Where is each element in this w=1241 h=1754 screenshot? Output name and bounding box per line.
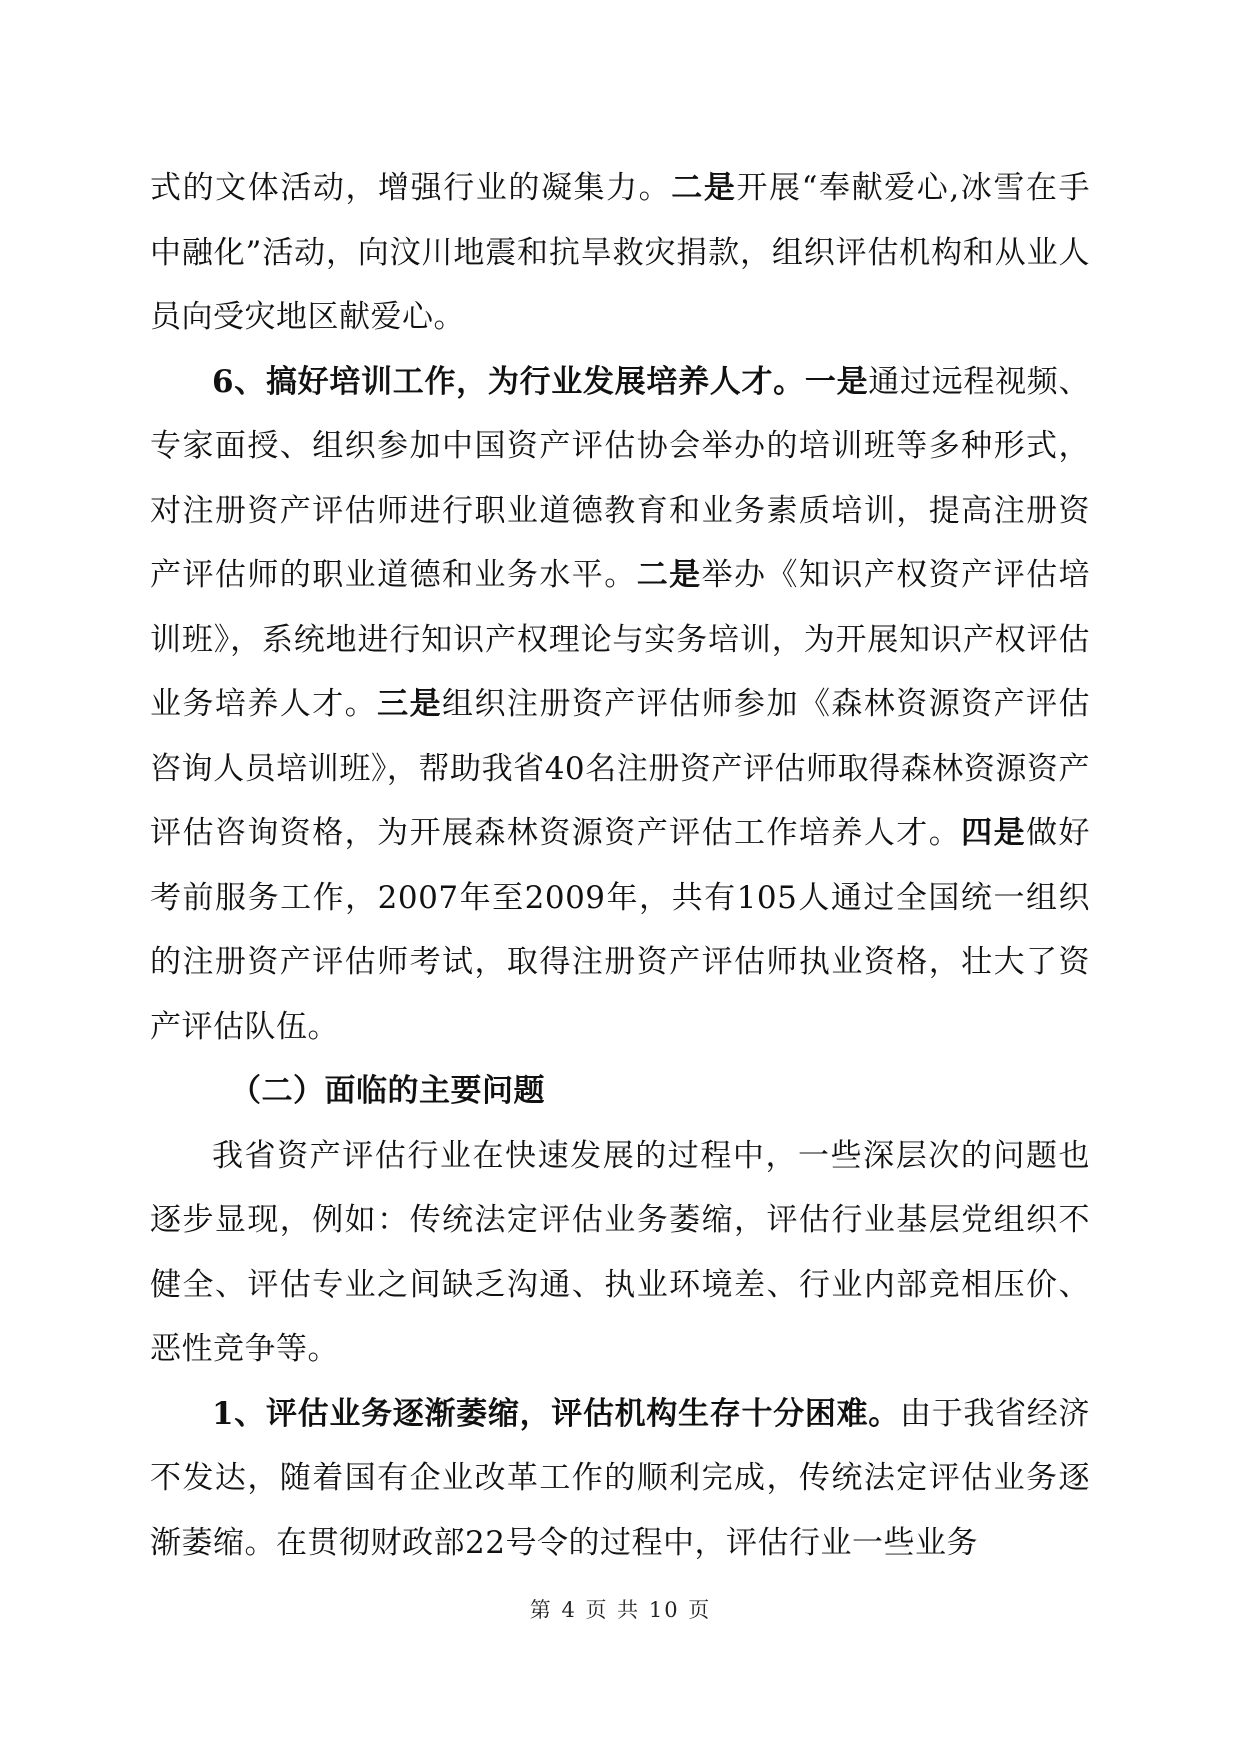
bold-marker: 一是	[804, 363, 869, 400]
paragraph-text: 由于我省经济不发达，随着国有企业改革工作的顺利完成，传统法定评估业务逐渐萎缩。在贯彻财政部22号令的过程中，评估行业一些业务	[150, 1395, 1091, 1561]
paragraph-problems-intro: 我省资产评估行业在快速发展的过程中，一些深层次的问题也逐步显现，例如：传统法定评估业务萎缩，评估行业基层党组织不健全、评估专业之间缺乏沟通、执业环境差、行业内部竞相压价、恶性竞争等。	[150, 1137, 1090, 1367]
bold-marker: 二是	[671, 170, 737, 206]
paragraph-heading: 1、评估业务逐渐萎缩，评估机构生存十分困难。	[212, 1395, 900, 1432]
page-number-footer: 第 4 页 共 10 页	[529, 1598, 712, 1622]
bold-marker: 二是	[636, 557, 702, 593]
paragraph-text: 组织注册资产评估师参加《森林资源资产评估咨询人员培训班》，帮助我省40名注册资产评估师取得森林资源资产评估咨询资格，为开展森林资源资产评估工作培养人才。	[150, 686, 1091, 851]
bold-marker: 四是	[961, 815, 1027, 851]
section-heading: （二）面临的主要问题	[230, 1073, 545, 1109]
paragraph-text: 通过远程视频、专家面授、组织参加中国资产评估协会举办的培训班等多种形式，对注册资产评估师进行职业道德教育和业务素质培训，提高注册资产评估师的职业道德和业务水平。	[150, 363, 1091, 593]
paragraph-text: 举办《知识产权资产评估培训班》，系统地进行知识产权理论与实务培训，为开展知识产权评估业务培养人才。	[150, 557, 1091, 722]
paragraph-text: 开展“奉献爱心,冰雪在手中融化”活动，向汶川地震和抗旱救灾捐款，组织评估机构和从业人员向受灾地区献爱心。	[150, 170, 1091, 335]
bold-marker: 三是	[377, 686, 443, 722]
paragraph-business-shrinking	[150, 1382, 1090, 1576]
paragraph-text: 式的文体活动，增强行业的凝集力。	[150, 170, 672, 206]
document-body	[150, 156, 1090, 1575]
paragraph-heading: 6、搞好培训工作，为行业发展培养人才。	[212, 363, 805, 400]
paragraph-text: 做好考前服务工作，2007年至2009年，共有105人通过全国统一组织的注册资产评估师考试，取得注册资产评估师执业资格，壮大了资产评估队伍。	[150, 815, 1091, 1045]
paragraph-training	[150, 350, 1090, 1060]
paragraph-activities	[150, 156, 1090, 350]
